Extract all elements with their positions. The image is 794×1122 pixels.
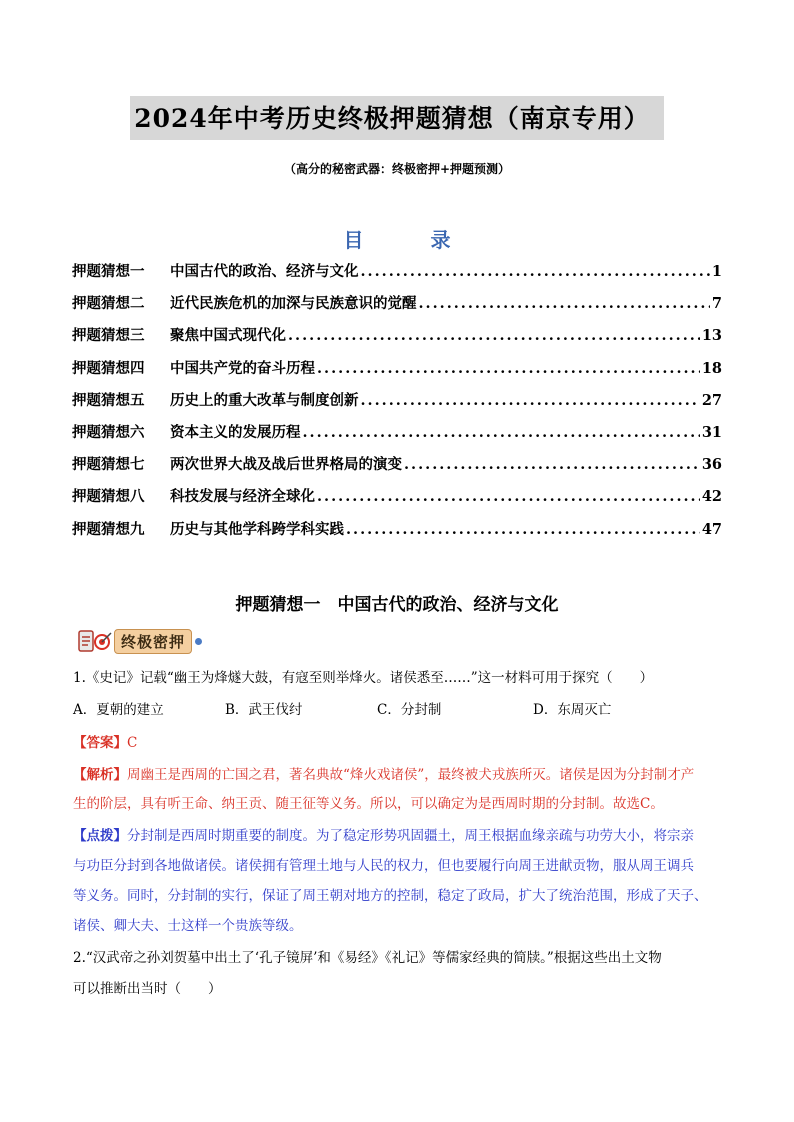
- table-of-contents: [72, 260, 722, 550]
- tip-text-1: 分封制是西周时期重要的制度。为了稳定形势巩固疆土，周王根据血缘亲疏与功劳大小，将宗亲: [127, 828, 694, 844]
- section-title: 押题猜想一 中国古代的政治、经济与文化: [235, 595, 559, 615]
- toc-item-page: 13: [701, 327, 722, 345]
- toc-item-number: 押题猜想五: [72, 391, 145, 409]
- toc-item[interactable]: [72, 518, 722, 550]
- option-d[interactable]: D．东周灭亡: [533, 702, 612, 718]
- toc-item-title: 历史上的重大改革与制度创新: [170, 391, 359, 409]
- analysis-label: 【解析】: [73, 767, 127, 783]
- toc-heading: 目 录: [343, 228, 481, 252]
- toc-item-number: 押题猜想一: [72, 263, 145, 280]
- tip-line-1: [73, 822, 723, 851]
- toc-item-title: 科技发展与经济全球化: [170, 488, 315, 506]
- document-subtitle: （高分的秘密武器：终极密押+押题预测）: [283, 162, 511, 176]
- toc-item-title: 中国共产党的奋斗历程: [170, 359, 315, 377]
- target-icon: [78, 629, 112, 653]
- toc-item-title: 聚焦中国式现代化: [170, 327, 286, 345]
- toc-leader-dots: [361, 263, 710, 280]
- question-2-line-2: 可以推断出当时（ ）: [73, 981, 222, 997]
- toc-item-page: 36: [701, 456, 722, 474]
- question-1-stem: 1.《史记》记载“幽王为烽燧大鼓，有寇至则举烽火。诸侯悉至……”这一材料可用于探究（ ）: [73, 670, 654, 686]
- toc-item-title: 资本主义的发展历程: [170, 423, 301, 441]
- toc-item[interactable]: [72, 453, 722, 485]
- tip-label: 【点拨】: [73, 828, 127, 844]
- toc-item-number: 押题猜想三: [72, 327, 145, 345]
- toc-item-title: 两次世界大战及战后世界格局的演变: [170, 456, 402, 474]
- toc-item-number: 押题猜想六: [72, 423, 145, 441]
- option-a[interactable]: A．夏朝的建立: [73, 702, 164, 718]
- toc-leader-dots: [288, 327, 700, 344]
- option-c[interactable]: C．分封制: [377, 702, 442, 718]
- answer-label: 【答案】: [73, 735, 127, 751]
- toc-leader-dots: [317, 488, 700, 505]
- toc-leader-dots: [346, 521, 700, 538]
- toc-item[interactable]: [72, 485, 722, 517]
- question-2-line-1: 2.“汉武帝之孙刘贺墓中出土了‘孔子镜屏’和《易经》《礼记》等儒家经典的简牍。”根据这些出土文物: [73, 950, 662, 966]
- toc-item-number: 押题猜想九: [72, 520, 145, 538]
- option-b[interactable]: B．武王伐纣: [225, 702, 303, 718]
- toc-item-title: 历史与其他学科跨学科实践: [170, 520, 344, 538]
- toc-item-page: 42: [701, 488, 722, 506]
- toc-item-title: 中国古代的政治、经济与文化: [170, 263, 359, 280]
- toc-item[interactable]: [72, 260, 722, 292]
- toc-item[interactable]: [72, 292, 722, 324]
- toc-leader-dots: [419, 295, 710, 312]
- badge-dot-icon: [195, 638, 202, 645]
- question-1-options: [73, 698, 611, 718]
- toc-item[interactable]: [72, 389, 722, 421]
- toc-item[interactable]: [72, 357, 722, 389]
- toc-item-title: 近代民族危机的加深与民族意识的觉醒: [170, 295, 417, 313]
- answer-value: C: [127, 735, 138, 751]
- toc-item-number: 押题猜想二: [72, 295, 145, 313]
- toc-item-number: 押题猜想八: [72, 488, 145, 506]
- toc-leader-dots: [303, 424, 700, 441]
- toc-item-page: 1: [711, 263, 722, 280]
- title-container: [0, 96, 794, 140]
- document-title: 2024年中考历史终极押题猜想（南京专用）: [130, 96, 664, 140]
- analysis-line-1: [73, 761, 723, 790]
- toc-item-page: 31: [701, 423, 722, 441]
- answer-line: [73, 729, 723, 758]
- toc-leader-dots: [317, 360, 700, 377]
- analysis-text-1: 周幽王是西周的亡国之君，著名典故“烽火戏诸侯”，最终被犬戎族所灭。诸侯是因为分封制才产: [127, 767, 695, 783]
- toc-item-number: 押题猜想四: [72, 359, 145, 377]
- toc-item[interactable]: [72, 324, 722, 356]
- toc-leader-dots: [361, 392, 700, 409]
- toc-item-page: 7: [711, 295, 722, 313]
- tip-line-4: 诸侯、卿大夫、士这样一个贵族等级。: [73, 918, 303, 934]
- toc-item-page: 47: [701, 520, 722, 538]
- toc-leader-dots: [404, 456, 700, 473]
- section-badge: [78, 628, 202, 654]
- toc-item-number: 押题猜想七: [72, 456, 145, 474]
- tip-line-2: 与功臣分封到各地做诸侯。诸侯拥有管理土地与人民的权力，但也要履行向周王进献贡物，服从周王调兵: [73, 858, 694, 874]
- badge-label: 终极密押: [114, 629, 192, 654]
- analysis-line-2: 生的阶层，具有听王命、纳王贡、随王征等义务。所以，可以确定为是西周时期的分封制。故选C。: [73, 796, 664, 812]
- toc-item[interactable]: [72, 421, 722, 453]
- toc-item-page: 27: [701, 391, 722, 409]
- tip-line-3: 等义务。同时，分封制的实行，保证了周王朝对地方的控制，稳定了政局，扩大了统治范围，形成了天子、: [73, 888, 708, 904]
- toc-item-page: 18: [701, 359, 722, 377]
